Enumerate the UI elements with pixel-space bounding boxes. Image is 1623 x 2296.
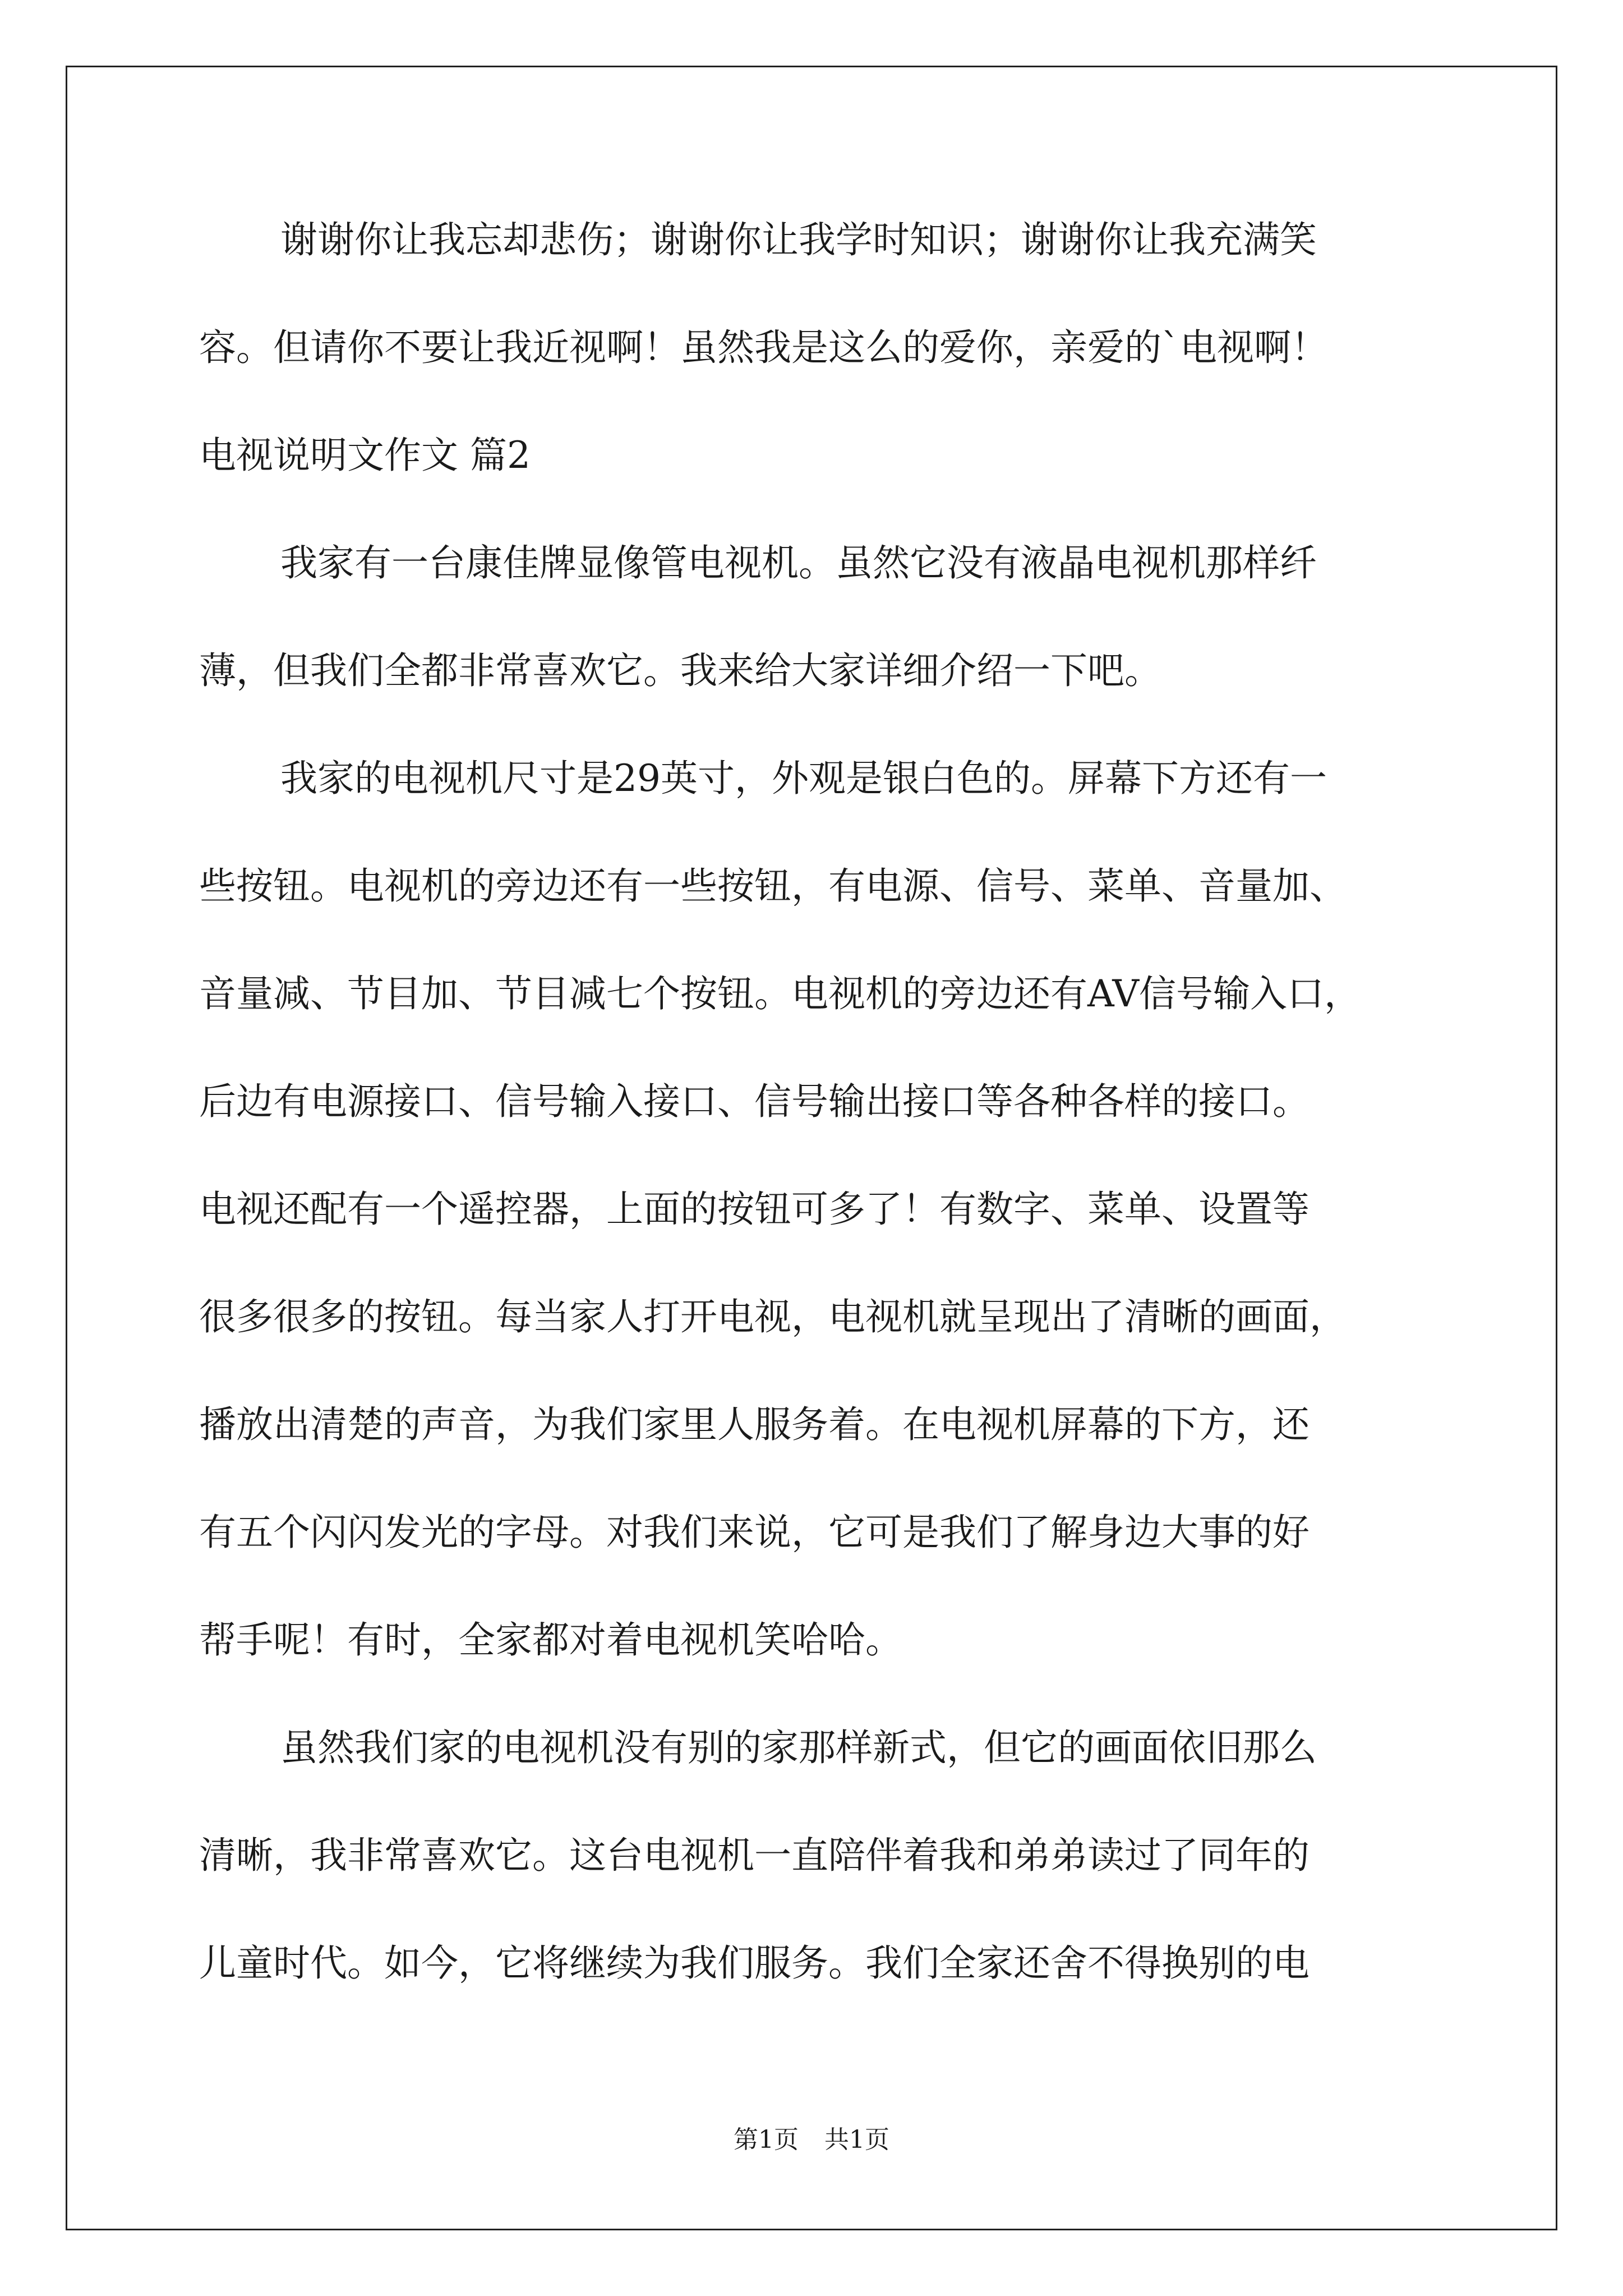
section-heading: 电视说明文作文 篇2 — [199, 434, 531, 477]
paragraph-line: 很多很多的按钮。每当家人打开电视，电视机就呈现出了清晰的画面， — [199, 1295, 1347, 1338]
paragraph-line: 有五个闪闪发光的字母。对我们来说，它可是我们了解身边大事的好 — [199, 1511, 1310, 1554]
paragraph-line: 清晰，我非常喜欢它。这台电视机一直陪伴着我和弟弟读过了同年的 — [199, 1834, 1310, 1877]
paragraph-line: 虽然我们家的电视机没有别的家那样新式，但它的画面依旧那么 — [280, 1726, 1317, 1769]
paragraph-line: 音量减、节目加、节目减七个按钮。电视机的旁边还有AV信号输入口， — [199, 972, 1362, 1015]
paragraph-line: 些按钮。电视机的旁边还有一些按钮，有电源、信号、菜单、音量加、 — [199, 864, 1347, 908]
paragraph-line: 容。但请你不要让我近视啊！虽然我是这么的爱你，亲爱的`电视啊！ — [199, 326, 1328, 369]
paragraph-line: 帮手呢！有时，全家都对着电视机笑哈哈。 — [199, 1618, 902, 1662]
page-total: 共1页 — [824, 2125, 889, 2154]
paragraph-line: 谢谢你让我忘却悲伤；谢谢你让我学时知识；谢谢你让我充满笑 — [280, 218, 1317, 261]
paragraph-line: 薄，但我们全都非常喜欢它。我来给大家详细介绍一下吧。 — [199, 649, 1161, 692]
paragraph-line: 儿童时代。如今，它将继续为我们服务。我们全家还舍不得换别的电 — [199, 1941, 1310, 1985]
paragraph-line: 播放出清楚的声音，为我们家里人服务着。在电视机屏幕的下方，还 — [199, 1403, 1310, 1446]
page-number: 第1页 — [734, 2125, 799, 2154]
document-body — [199, 213, 1433, 2044]
page-footer — [0, 2123, 1623, 2157]
paragraph-line: 后边有电源接口、信号输入接口、信号输出接口等各种各样的接口。 — [199, 1080, 1310, 1123]
paragraph-line: 电视还配有一个遥控器，上面的按钮可多了！有数字、菜单、设置等 — [199, 1188, 1310, 1231]
paragraph-line: 我家有一台康佳牌显像管电视机。虽然它没有液晶电视机那样纤 — [280, 541, 1317, 585]
paragraph-line: 我家的电视机尺寸是29英寸，外观是银白色的。屏幕下方还有一 — [280, 757, 1327, 800]
